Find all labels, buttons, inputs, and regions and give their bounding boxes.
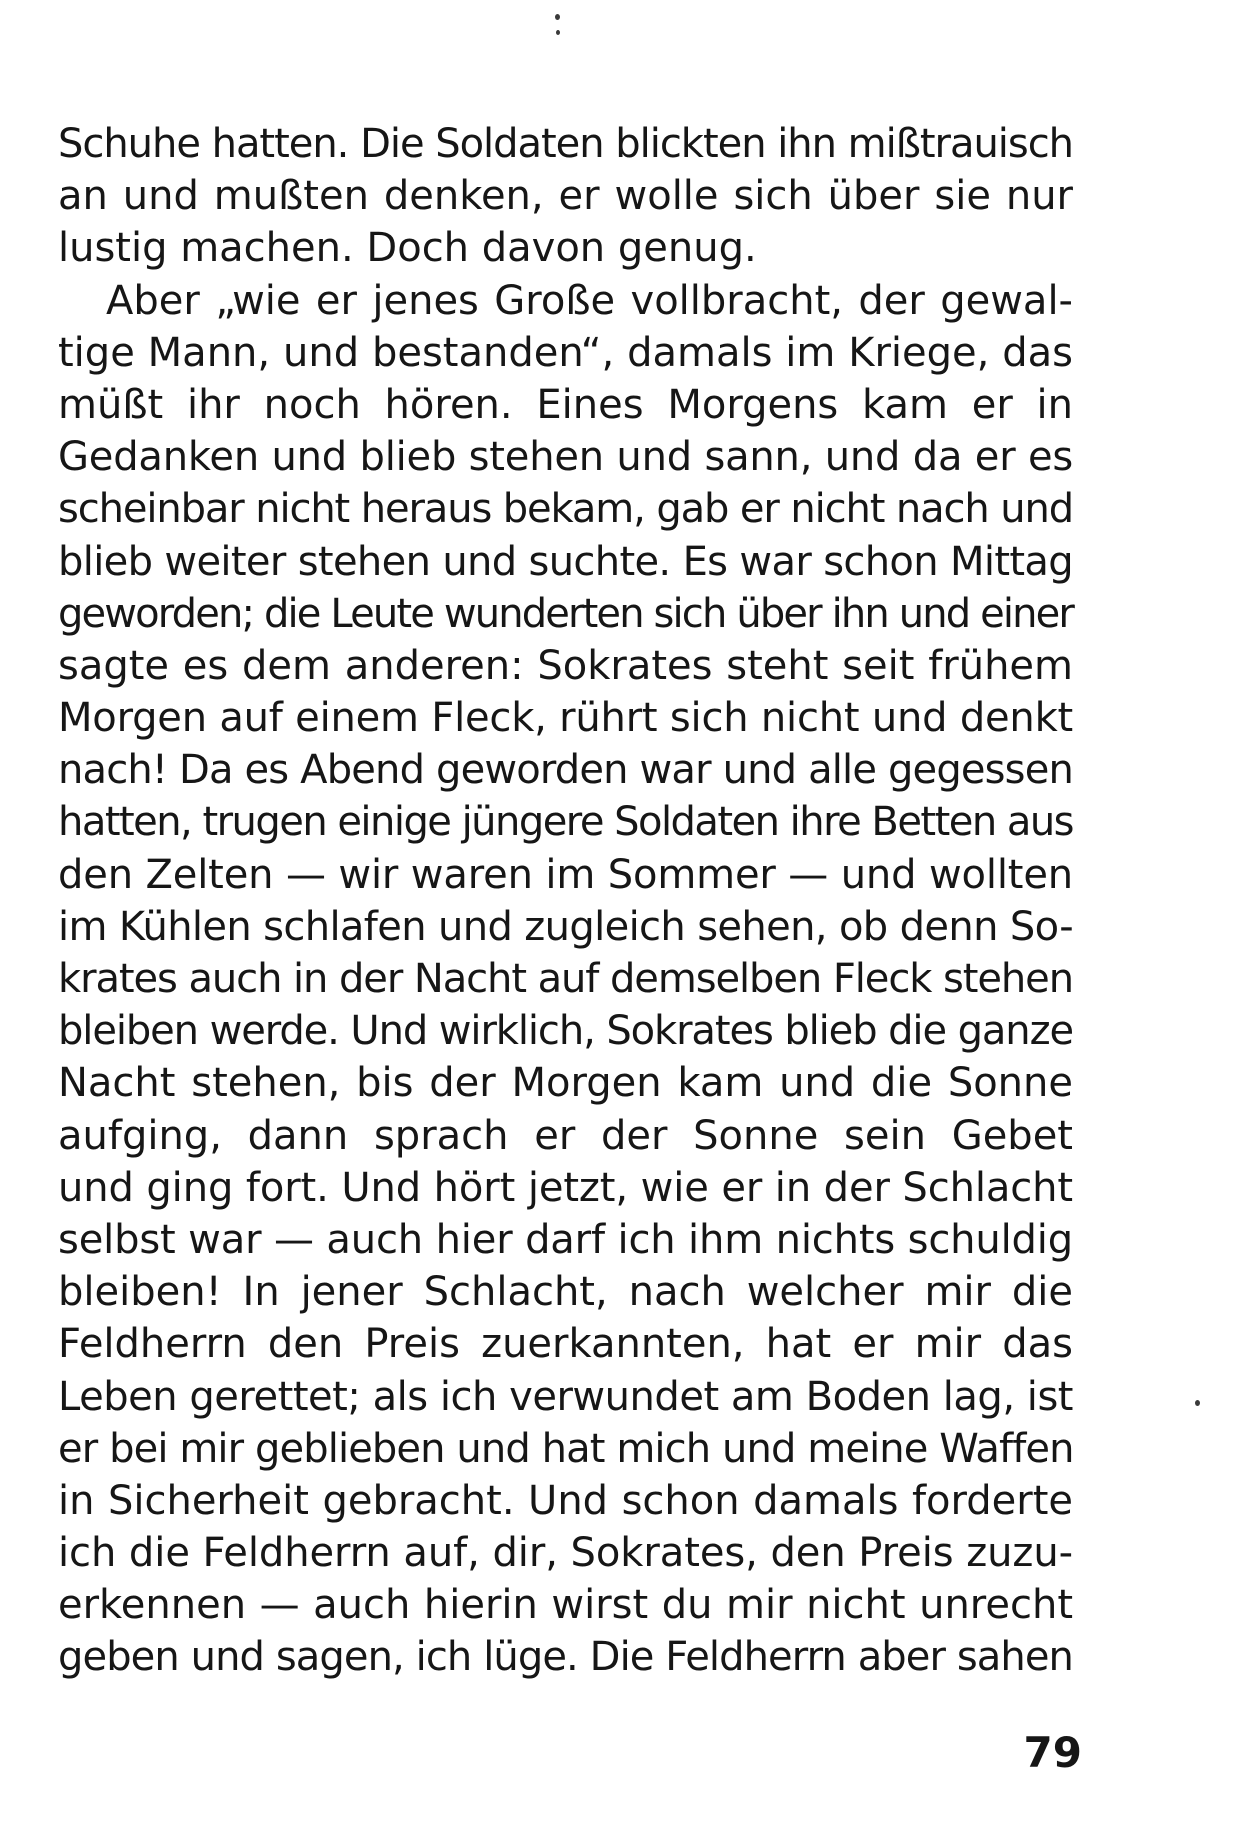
text-line: nach! Da es Abend geworden war und alle gegessen xyxy=(58,747,1073,794)
text-line: müßt ihr noch hören. Eines Morgens kam er in xyxy=(58,381,1073,428)
body-text xyxy=(58,118,1073,1684)
text-line: in Sicherheit gebracht. Und schon damals forderte xyxy=(58,1477,1073,1524)
text-line: er bei mir geblieben und hat mich und meine Waffen xyxy=(58,1425,1074,1472)
text-line: tige Mann, und bestanden“, damals im Kriege, das xyxy=(58,329,1073,376)
text-line: den Zelten — wir waren im Sommer — und wollten xyxy=(58,851,1073,898)
text-line: bleiben! In jener Schlacht, nach welcher mir die xyxy=(58,1269,1073,1316)
text-line: Aber „wie er jenes Große vollbracht, der gewal- xyxy=(106,277,1073,324)
text-line: Morgen auf einem Fleck, rührt sich nicht und denkt xyxy=(58,695,1074,742)
text-line: sagte es dem anderen: Sokrates steht seit frühem xyxy=(58,642,1073,689)
text-line: selbst war — auch hier darf ich ihm nichts schuldig xyxy=(58,1216,1074,1263)
text-line: Nacht stehen, bis der Morgen kam und die Sonne xyxy=(58,1060,1073,1107)
text-line: erkennen — auch hierin wirst du mir nicht unrecht xyxy=(58,1582,1073,1629)
text-line: bleiben werde. Und wirklich, Sokrates blieb die ganze xyxy=(58,1008,1073,1055)
print-speck xyxy=(1195,1400,1200,1406)
text-line: Gedanken und blieb stehen und sann, und da er es xyxy=(58,434,1074,481)
text-line: Feldherrn den Preis zuerkannten, hat er mir das xyxy=(58,1321,1073,1368)
text-line: krates auch in der Nacht auf demselben Fleck stehen xyxy=(58,956,1073,1002)
text-line: blieb weiter stehen und suchte. Es war schon Mittag xyxy=(58,538,1073,585)
text-line: an und mußten denken, er wolle sich über sie nur xyxy=(58,173,1073,220)
text-line: im Kühlen schlafen und zugleich sehen, ob denn So- xyxy=(58,903,1074,950)
text-line: geben und sagen, ich lüge. Die Feldherrn aber sahen xyxy=(58,1634,1073,1681)
text-line: scheinbar nicht heraus bekam, gab er nicht nach und xyxy=(58,486,1074,533)
text-line: Schuhe hatten. Die Soldaten blickten ihn mißtrauisch xyxy=(58,121,1073,167)
print-speck xyxy=(555,14,560,20)
text-line: und ging fort. Und hört jetzt, wie er in der Schlacht xyxy=(58,1164,1073,1211)
text-line: ich die Feldherrn auf, dir, Sokrates, den Preis zuzu- xyxy=(58,1530,1074,1577)
text-line: hatten, trugen einige jüngere Soldaten ihre Betten aus xyxy=(58,799,1073,846)
text-line: aufging, dann sprach er der Sonne sein Gebet xyxy=(58,1112,1073,1159)
text-line: lustig machen. Doch davon genug. xyxy=(58,225,757,272)
text-line: geworden; die Leute wunderten sich über ihn und einer xyxy=(58,590,1073,637)
print-speck xyxy=(556,30,560,35)
text-line: Leben gerettet; als ich verwundet am Boden lag, ist xyxy=(58,1373,1074,1420)
page-number: 79 xyxy=(1023,1728,1082,1777)
